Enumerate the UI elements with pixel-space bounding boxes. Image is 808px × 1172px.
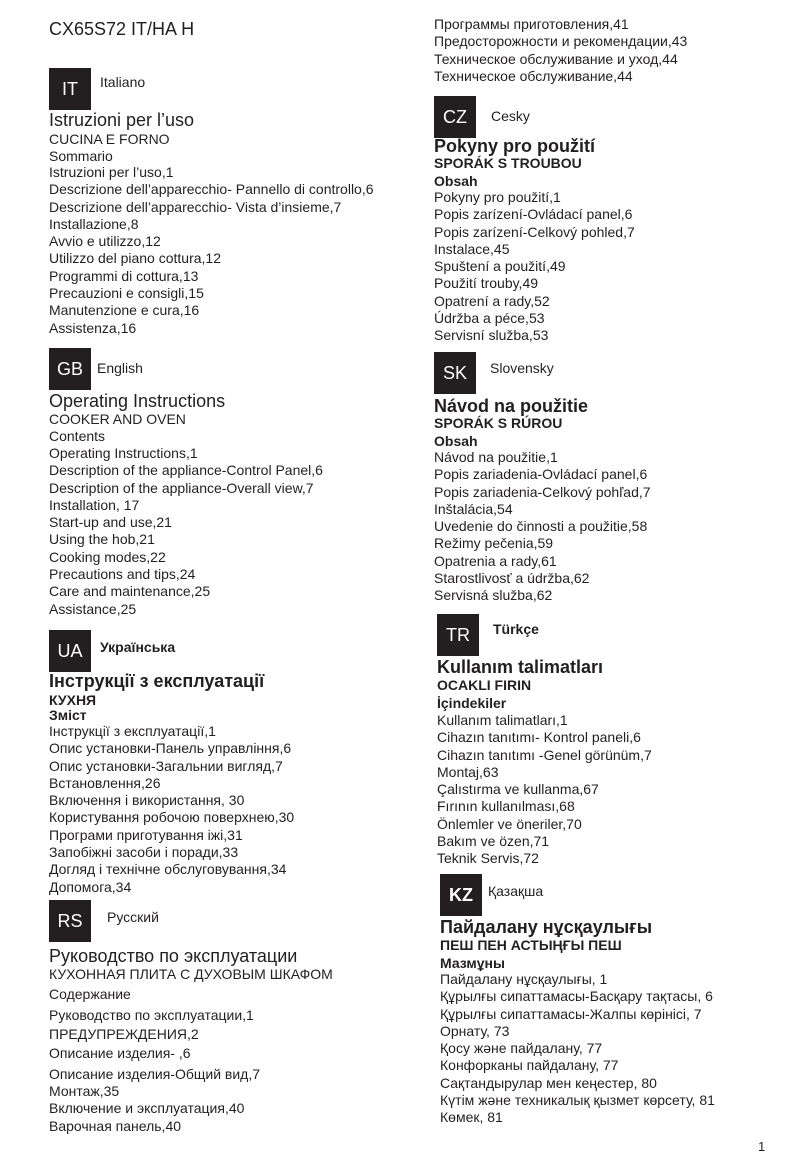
language-name-cz: Cesky [491,108,530,124]
language-name-rs: Русский [107,909,159,925]
toc-item: Opatrenia a rady,61 [434,552,557,569]
section-title-kz: Пайдалану нұсқаулығы [440,917,653,937]
toc-item: Встановлення,26 [49,774,161,791]
toc-item: Көмек, 81 [440,1109,503,1126]
product-name-rs: КУХОННАЯ ПЛИТА С ДУХОВЫМ ШКАФОМ [49,966,333,982]
toc-item: Техническое обслуживание,44 [434,67,633,84]
toc-item: Программы приготовления,41 [434,16,629,32]
toc-item: Cooking modes,22 [49,548,166,565]
toc-item: Пайдалану нұсқаулығы, 1 [440,971,608,987]
section-title-ua: Інструкції з експлуатації [49,671,265,691]
summary-label-it: Sommario [49,148,113,164]
toc-item: Teknik Servis,72 [437,850,539,867]
product-name-kz: ПЕШ ПЕН АСТЫҢҒЫ ПЕШ [440,937,622,953]
toc-item: Utilizzo del piano cottura,12 [49,250,221,267]
model-number: CX65S72 IT/HA H [49,19,195,39]
toc-item: Монтаж,35 [49,1083,120,1099]
toc-item: Start-up and use,21 [49,514,172,531]
toc-item: Құрылғы сипаттамасы-Жалпы көрінісі, 7 [440,1005,702,1022]
language-code-badge-ua: UA [49,630,91,672]
toc-item: Popis zarízení-Ovládací panel,6 [434,206,633,223]
toc-item: Manutenzione e cura,16 [49,302,200,319]
language-code-badge-tr: TR [437,614,479,656]
toc-item: Включение и эксплуатация,40 [49,1100,245,1116]
toc-item: Descrizione dell’apparecchio- Vista d’insieme,7 [49,198,342,215]
toc-item: Popis zarízení-Celkový pohled,7 [434,223,635,240]
summary-label-kz: Мазмұны [440,955,505,971]
summary-label-ua: Зміст [49,707,87,723]
toc-list-sk [434,449,651,605]
language-name-sk: Slovensky [490,360,554,376]
toc-item: Önlemler ve öneriler,70 [437,815,582,832]
toc-item: Қосу және пайдалану, 77 [440,1040,603,1057]
toc-item: Popis zariadenia-Ovládací panel,6 [434,466,648,483]
toc-item: Istruzioni per l’uso,1 [49,164,174,180]
toc-item: Návod na použitie,1 [434,449,558,465]
product-name-ua: КУХНЯ [49,692,97,708]
language-code-badge-kz: KZ [440,874,482,916]
toc-list-rs-continued [434,16,687,85]
toc-item: Údržba a péce,53 [434,310,545,327]
toc-item: Описание изделия- ,6 [49,1045,191,1061]
toc-item: Programmi di cottura,13 [49,267,199,284]
product-name-cz: SPORÁK S TROUBOU [434,155,582,171]
toc-item: Fırının kullanılması,68 [437,798,575,815]
toc-item: Installazione,8 [49,215,139,232]
toc-item: Starostlivosť a údržba,62 [434,570,590,587]
toc-item: Spuštení a použití,49 [434,258,566,275]
toc-list-gb [49,445,323,618]
toc-item: Bakım ve özen,71 [437,833,550,850]
toc-item: Техническое обслуживание и уход,44 [434,50,678,67]
toc-list-cz [434,189,635,345]
section-title-gb: Operating Instructions [49,391,226,411]
language-code-badge-rs: RS [49,900,91,942]
product-name-it: CUCINA E FORNO [49,131,170,147]
toc-item: Description of the appliance-Overall view,7 [49,479,314,496]
toc-item: Instalace,45 [434,240,510,257]
toc-item: Описание изделия-Общий вид,7 [49,1066,261,1082]
toc-item: Конфорканы пайдалану, 77 [440,1057,619,1074]
toc-item: Cihazın tanıtımı- Kontrol paneli,6 [437,729,641,746]
toc-item: Opatrení a rady,52 [434,292,550,309]
toc-item: Запобіжні засоби і поради,33 [49,844,239,861]
toc-item: Režimy pečenia,59 [434,535,554,552]
toc-item: Uvedenie do činnosti a použitie,58 [434,518,648,535]
toc-item: Опис установки-Загальнии вигляд,7 [49,757,283,774]
language-name-tr: Türkçe [493,621,539,637]
language-name-gb: English [97,360,143,376]
toc-list-ua [49,723,294,896]
language-code-badge-gb: GB [49,348,91,390]
product-name-sk: SPORÁK S RÚROU [434,415,563,431]
toc-item: Servisní služba,53 [434,327,549,344]
toc-item: Руководство по эксплуатации,1 [49,1007,254,1023]
summary-label-rs: Содержание [49,986,131,1002]
section-title-rs: Руководство по эксплуатации [49,946,298,966]
toc-item: Сақтандырулар мен кеңестер, 80 [440,1074,657,1091]
section-title-tr: Kullanım talimatları [437,657,604,677]
summary-label-tr: İçindekiler [437,695,507,711]
toc-item: Çalıstırma ve kullanma,67 [437,781,599,798]
toc-item: Користування робочою поверхнею,30 [49,809,295,826]
toc-item: Descrizione dell’apparecchio- Pannello di controllo,6 [49,181,374,198]
summary-label-sk: Obsah [434,433,478,449]
toc-item: Програми приготування іжі,31 [49,826,243,843]
toc-list-it [49,164,374,337]
toc-item: Құрылғы сипаттамасы-Басқару тақтасы, 6 [440,988,713,1005]
summary-label-gb: Contents [49,428,106,444]
language-code-badge-sk: SK [434,352,476,394]
toc-item: Using the hob,21 [49,531,155,548]
toc-item: Pokyny pro použití,1 [434,189,561,205]
toc-item: Орнату, 73 [440,1022,510,1039]
toc-item: ПРЕДУПРЕЖДЕНИЯ,2 [49,1026,199,1042]
toc-item: Варочная панель,40 [49,1118,182,1134]
toc-item: Použití trouby,49 [434,275,539,292]
toc-item: Installation, 17 [49,496,140,513]
product-name-gb: COOKER AND OVEN [49,411,186,427]
toc-list-tr [437,712,652,868]
toc-list-kz [440,971,715,1127]
toc-item: Догляд і технічне обслуговування,34 [49,861,287,878]
toc-item: Інструкції з експлуатації,1 [49,723,216,739]
section-title-cz: Pokyny pro použití [434,136,596,156]
toc-item: Precauzioni e consigli,15 [49,285,204,302]
toc-item: Servisná služba,62 [434,587,553,604]
toc-item: Assistance,25 [49,600,137,617]
toc-item: Assistenza,16 [49,319,137,336]
toc-item: Kullanım talimatları,1 [437,712,568,728]
toc-item: Care and maintenance,25 [49,583,211,600]
language-name-it: Italiano [100,74,146,90]
toc-item: Допомога,34 [49,878,132,895]
language-name-ua: Українська [100,639,176,655]
toc-item: Description of the appliance-Control Panel,6 [49,462,323,479]
toc-item: Inštalácia,54 [434,500,513,517]
language-name-kz: Қазақша [488,883,544,899]
page-number: 1 [758,1139,766,1154]
language-code-badge-it: IT [49,68,91,110]
toc-item: Montaj,63 [437,763,499,780]
toc-item: Күтім және техникалық қызмет көрсету, 81 [440,1092,715,1109]
toc-item: Cihazın tanıtımı -Genel görünüm,7 [437,746,652,763]
toc-item: Popis zariadenia-Celkový pohľad,7 [434,483,651,500]
toc-item: Предосторожности и рекомендации,43 [434,33,688,50]
section-title-sk: Návod na použitie [434,396,589,416]
section-title-it: Istruzioni per l’uso [49,110,195,130]
language-code-badge-cz: CZ [434,96,476,138]
toc-item: Включення і використання, 30 [49,792,245,809]
toc-item: Опис установки-Панель управління,6 [49,740,292,757]
product-name-tr: OCAKLI FIRIN [437,677,532,693]
summary-label-cz: Obsah [434,173,478,189]
toc-item: Precautions and tips,24 [49,566,196,583]
toc-item: Operating Instructions,1 [49,445,198,461]
toc-item: Avvio e utilizzo,12 [49,233,161,250]
